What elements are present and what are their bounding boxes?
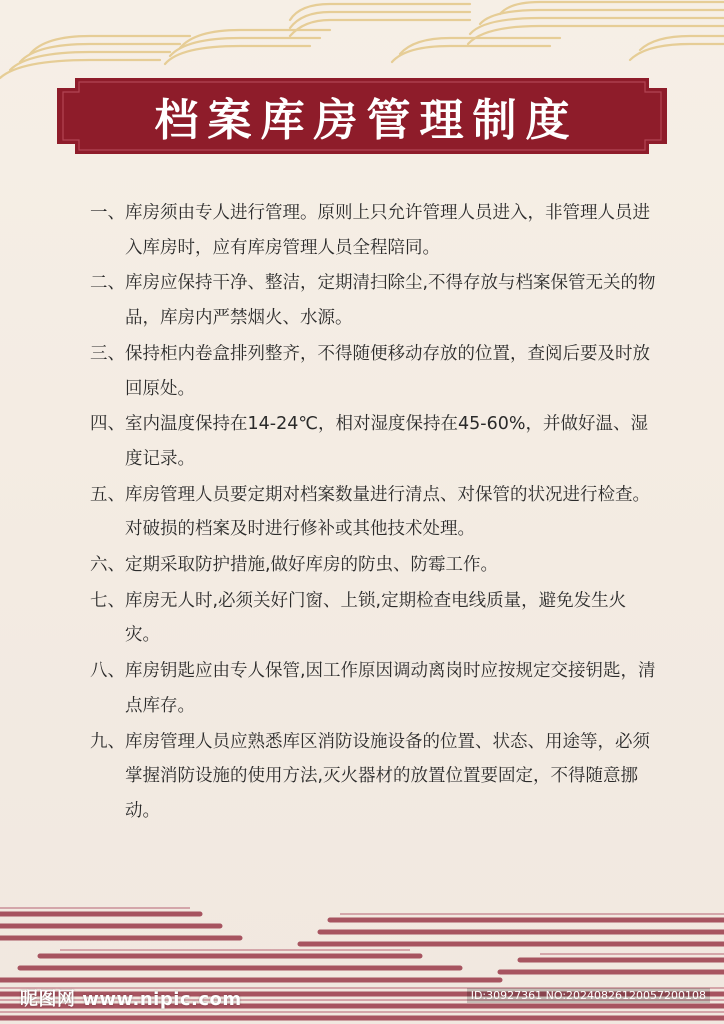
rules-list bbox=[90, 196, 660, 830]
rule-number: 六、 bbox=[90, 555, 125, 576]
rule-number: 五、 bbox=[90, 484, 125, 505]
rule-number: 九、 bbox=[90, 731, 125, 752]
rule-text: 库房无人时,必须关好门窗、上锁,定期检查电线质量，避免发生火灾。 bbox=[125, 590, 627, 646]
watermark-logo: 昵图网 www.nipic.com bbox=[20, 989, 242, 1010]
page-title: 档案库房管理制度 bbox=[154, 95, 579, 146]
rule-item bbox=[90, 584, 660, 653]
rule-text: 库房管理人员要定期对档案数量进行清点、对保管的状况进行检查。对破损的档案及时进行修补或其他技术处理。 bbox=[125, 484, 650, 540]
rule-item bbox=[90, 654, 660, 723]
rule-item bbox=[90, 478, 660, 547]
rule-item bbox=[90, 266, 660, 335]
rule-number: 八、 bbox=[90, 661, 125, 682]
rule-text: 室内温度保持在14-24℃，相对湿度保持在45-60%，并做好温、湿度记录。 bbox=[125, 414, 648, 469]
title-banner bbox=[57, 78, 667, 154]
rule-item bbox=[90, 725, 660, 829]
rule-text: 库房须由专人进行管理。原则上只允许管理人员进入，非管理人员进入库房时，应有库房管理人员全程陪同。 bbox=[125, 203, 650, 258]
rule-text: 库房应保持干净、整洁，定期清扫除尘,不得存放与档案保管无关的物品，库房内严禁烟火、水源。 bbox=[125, 273, 656, 329]
rule-text: 库房钥匙应由专人保管,因工作原因调动离岗时应按规定交接钥匙，清点库存。 bbox=[125, 661, 656, 716]
rule-number: 四、 bbox=[90, 414, 125, 435]
rule-number: 三、 bbox=[90, 343, 125, 364]
watermark-id: ID:30927361 NO:20240826120057200108 bbox=[467, 988, 710, 1003]
rule-item bbox=[90, 196, 660, 265]
rule-item bbox=[90, 407, 660, 476]
rule-text: 库房管理人员应熟悉库区消防设施设备的位置、状态、用途等，必须掌握消防设施的使用方法,灭火器材的放置位置要固定，不得随意挪动。 bbox=[125, 731, 650, 821]
rule-text: 定期采取防护措施,做好库房的防虫、防霉工作。 bbox=[125, 555, 499, 576]
rule-number: 一、 bbox=[90, 203, 125, 223]
rule-number: 二、 bbox=[90, 273, 125, 294]
rule-item bbox=[90, 337, 660, 406]
rule-text: 保持柜内卷盒排列整齐，不得随便移动存放的位置，查阅后要及时放回原处。 bbox=[125, 343, 650, 399]
rule-item bbox=[90, 548, 660, 583]
rule-number: 七、 bbox=[90, 590, 125, 611]
